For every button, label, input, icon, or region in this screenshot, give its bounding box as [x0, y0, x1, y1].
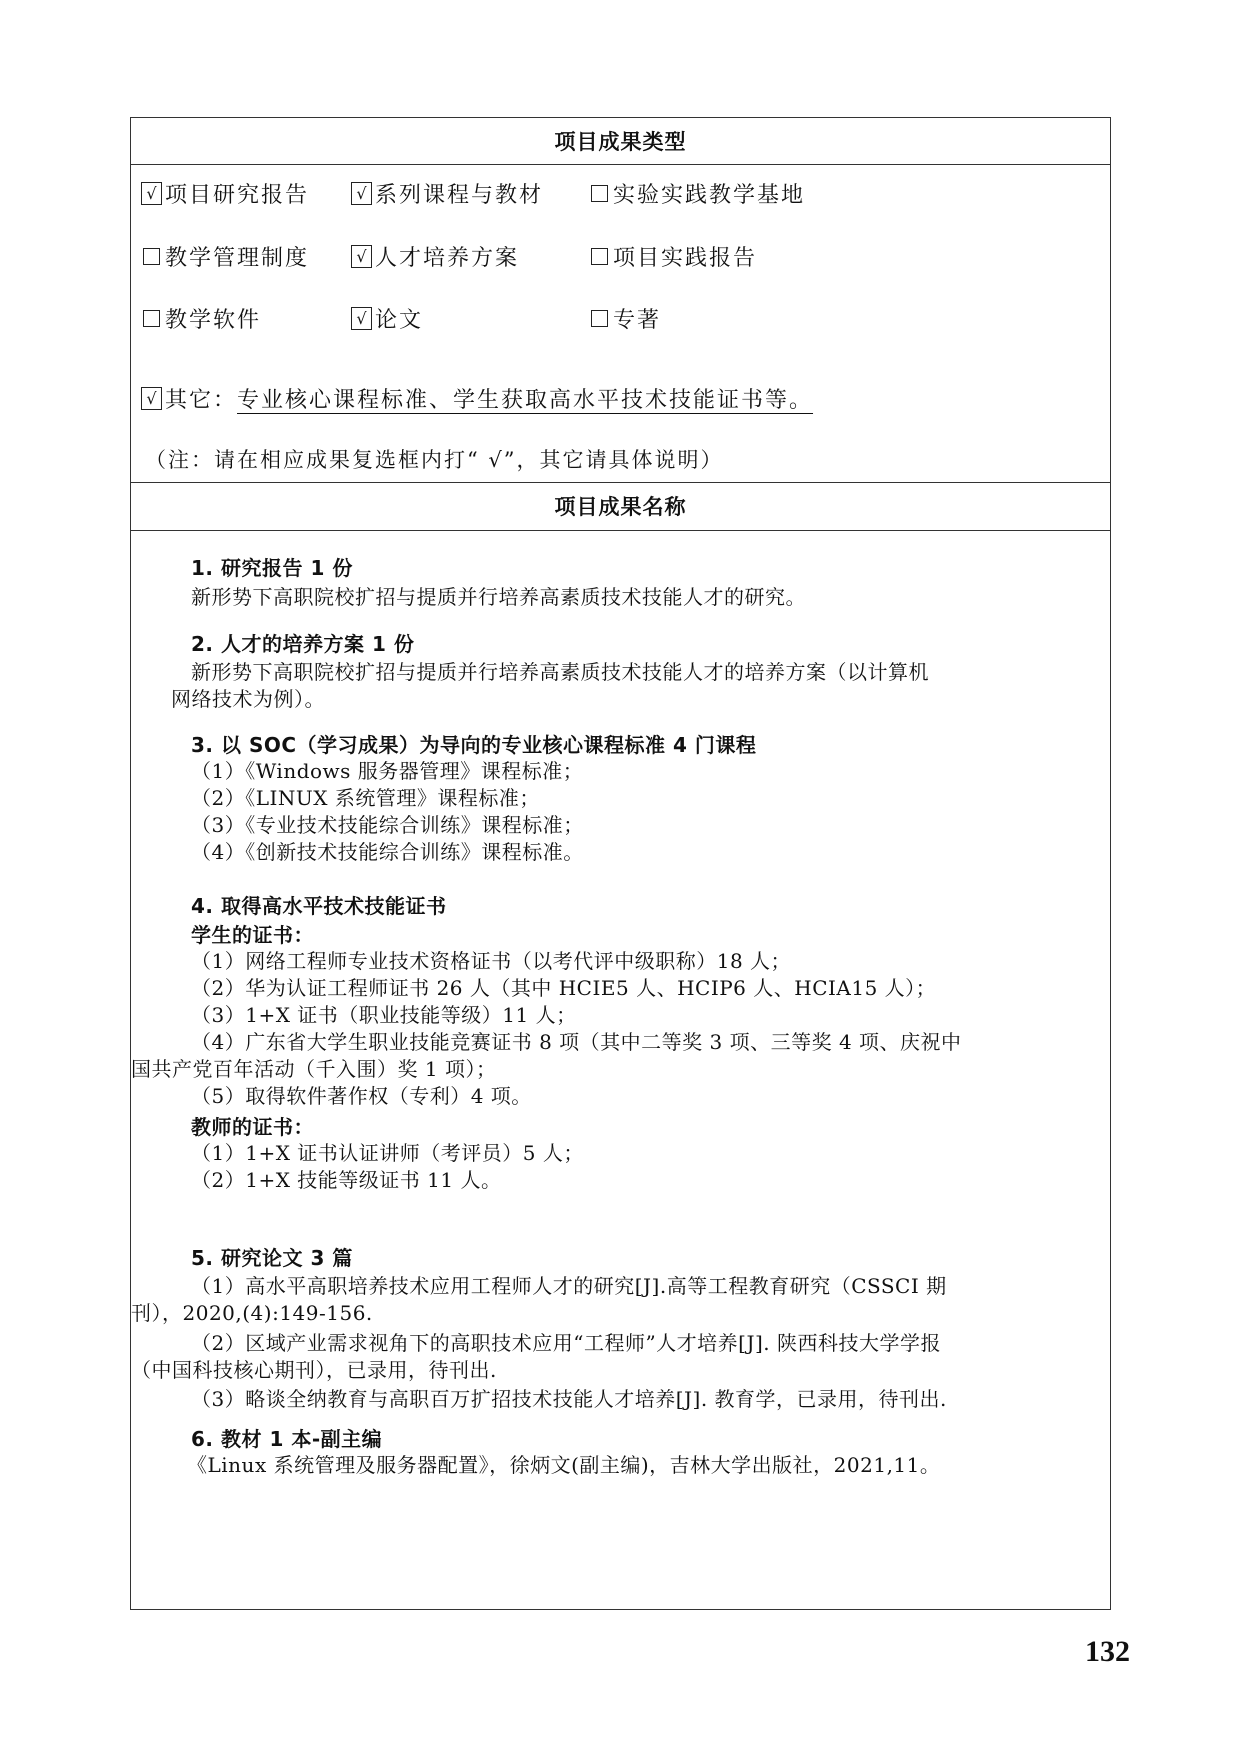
- item-line: （2）1+X 技能等级证书 11 人。: [191, 1168, 502, 1192]
- option-practice-report[interactable]: [591, 241, 757, 272]
- achievement-item-4: [131, 893, 1076, 1194]
- item-line: 国共产党百年活动（千入围）奖 1 项）；: [131, 1057, 497, 1081]
- option-label: 人才培养方案: [375, 246, 520, 271]
- option-software[interactable]: [143, 303, 261, 334]
- checkbox-course-textbook[interactable]: √: [351, 182, 372, 205]
- names-section-title: 项目成果名称: [554, 495, 687, 519]
- checkbox-research-report[interactable]: √: [141, 182, 162, 205]
- achievement-item-2: [171, 631, 1076, 713]
- item-line: （1）高水平高职培养技术应用工程师人才的研究[J].高等工程教育研究（CSSCI 期: [191, 1274, 947, 1298]
- item-line: （1）1+X 证书认证讲师（考评员）5 人；: [191, 1141, 584, 1165]
- option-management-system[interactable]: [143, 241, 309, 272]
- achievement-item-1: [191, 555, 1076, 611]
- item-line: （2）《LINUX 系统管理》课程标准；: [191, 786, 540, 810]
- option-label: 实验实践教学基地: [613, 183, 806, 208]
- checkbox-software[interactable]: [143, 310, 160, 327]
- types-section-title: 项目成果类型: [554, 130, 687, 154]
- option-paper[interactable]: [351, 303, 423, 334]
- checkbox-practice-base[interactable]: [591, 185, 608, 202]
- item-line: （4）广东省大学生职业技能竞赛证书 8 项（其中二等奖 3 项、三等奖 4 项、庆祝中: [191, 1030, 962, 1054]
- item-line: （2）区域产业需求视角下的高职技术应用“工程师”人才培养[J]. 陕西科技大学学报: [191, 1331, 942, 1355]
- item-heading: 4. 取得高水平技术技能证书: [191, 894, 447, 918]
- item-line: （3）1+X 证书（职业技能等级）11 人；: [191, 1003, 577, 1027]
- item-heading: 6. 教材 1 本-副主编: [191, 1427, 383, 1451]
- checkbox-management-system[interactable]: [143, 248, 160, 265]
- option-research-report[interactable]: [141, 178, 309, 209]
- item-line: （1）网络工程师专业技术资格证书（以考代评中级职称）18 人；: [191, 949, 792, 973]
- instruction-note: （注：请在相应成果复选框内打“ √”，其它请具体说明）: [145, 448, 724, 472]
- achievement-item-3: [191, 732, 1076, 866]
- item-line: （3）《专业技术技能综合训练》课程标准；: [191, 813, 584, 837]
- checkbox-practice-report[interactable]: [591, 248, 608, 265]
- checkbox-training-plan[interactable]: √: [351, 245, 372, 268]
- checkbox-monograph[interactable]: [591, 310, 608, 327]
- other-label: 其它：: [165, 388, 238, 413]
- item-heading: 5. 研究论文 3 篇: [191, 1246, 353, 1270]
- item-heading: 3. 以 SOC（学习成果）为导向的专业核心课程标准 4 门课程: [191, 733, 757, 757]
- option-training-plan[interactable]: [351, 241, 519, 272]
- teacher-certificates-heading: 教师的证书：: [191, 1115, 314, 1139]
- option-practice-base[interactable]: [591, 178, 805, 209]
- item-heading: 2. 人才的培养方案 1 份: [191, 632, 415, 656]
- checkbox-other[interactable]: √: [141, 387, 162, 410]
- item-line: （1）《Windows 服务器管理》课程标准；: [191, 759, 584, 783]
- option-other[interactable]: [141, 383, 813, 414]
- item-line: （中国科技核心期刊），已录用，待刊出.: [131, 1358, 497, 1382]
- item-line: 新形势下高职院校扩招与提质并行培养高素质技术技能人才的培养方案（以计算机: [191, 660, 929, 684]
- option-course-textbook[interactable]: [351, 178, 543, 209]
- other-description[interactable]: 专业核心课程标准、学生获取高水平技术技能证书等。: [237, 388, 814, 413]
- item-line: （2）华为认证工程师证书 26 人（其中 HCIE5 人、HCIP6 人、HCIA15 人）；: [191, 976, 937, 1000]
- page-number: 132: [1085, 1635, 1130, 1668]
- option-label: 系列课程与教材: [375, 183, 544, 208]
- item-line: 网络技术为例）。: [171, 687, 325, 711]
- item-line: （4）《创新技术技能综合训练》课程标准。: [191, 840, 584, 864]
- option-label: 专著: [613, 308, 662, 333]
- item-line: 刊），2020,(4):149-156.: [131, 1301, 373, 1325]
- option-label: 教学管理制度: [165, 246, 310, 271]
- item-line: 新形势下高职院校扩招与提质并行培养高素质技术技能人才的研究。: [191, 585, 806, 609]
- option-label: 项目实践报告: [613, 246, 758, 271]
- item-line: 《Linux 系统管理及服务器配置》，徐炳文(副主编)，吉林大学出版社，2021,11。: [187, 1453, 941, 1477]
- item-heading: 1. 研究报告 1 份: [191, 556, 353, 580]
- item-line: （3）略谈全纳教育与高职百万扩招技术技能人才培养[J]. 教育学，已录用，待刊出.: [191, 1387, 947, 1411]
- option-label: 论文: [375, 308, 424, 333]
- achievement-item-5: [131, 1245, 1076, 1413]
- student-certificates-heading: 学生的证书：: [191, 923, 314, 947]
- divider: [131, 530, 1110, 531]
- option-label: 教学软件: [165, 308, 262, 333]
- divider: [131, 164, 1110, 165]
- option-label: 项目研究报告: [165, 183, 310, 208]
- achievement-form-table: [130, 117, 1111, 1610]
- option-monograph[interactable]: [591, 303, 661, 334]
- achievement-item-6: [187, 1426, 1076, 1479]
- checkbox-paper[interactable]: √: [351, 307, 372, 330]
- item-line: （5）取得软件著作权（专利）4 项。: [191, 1084, 532, 1108]
